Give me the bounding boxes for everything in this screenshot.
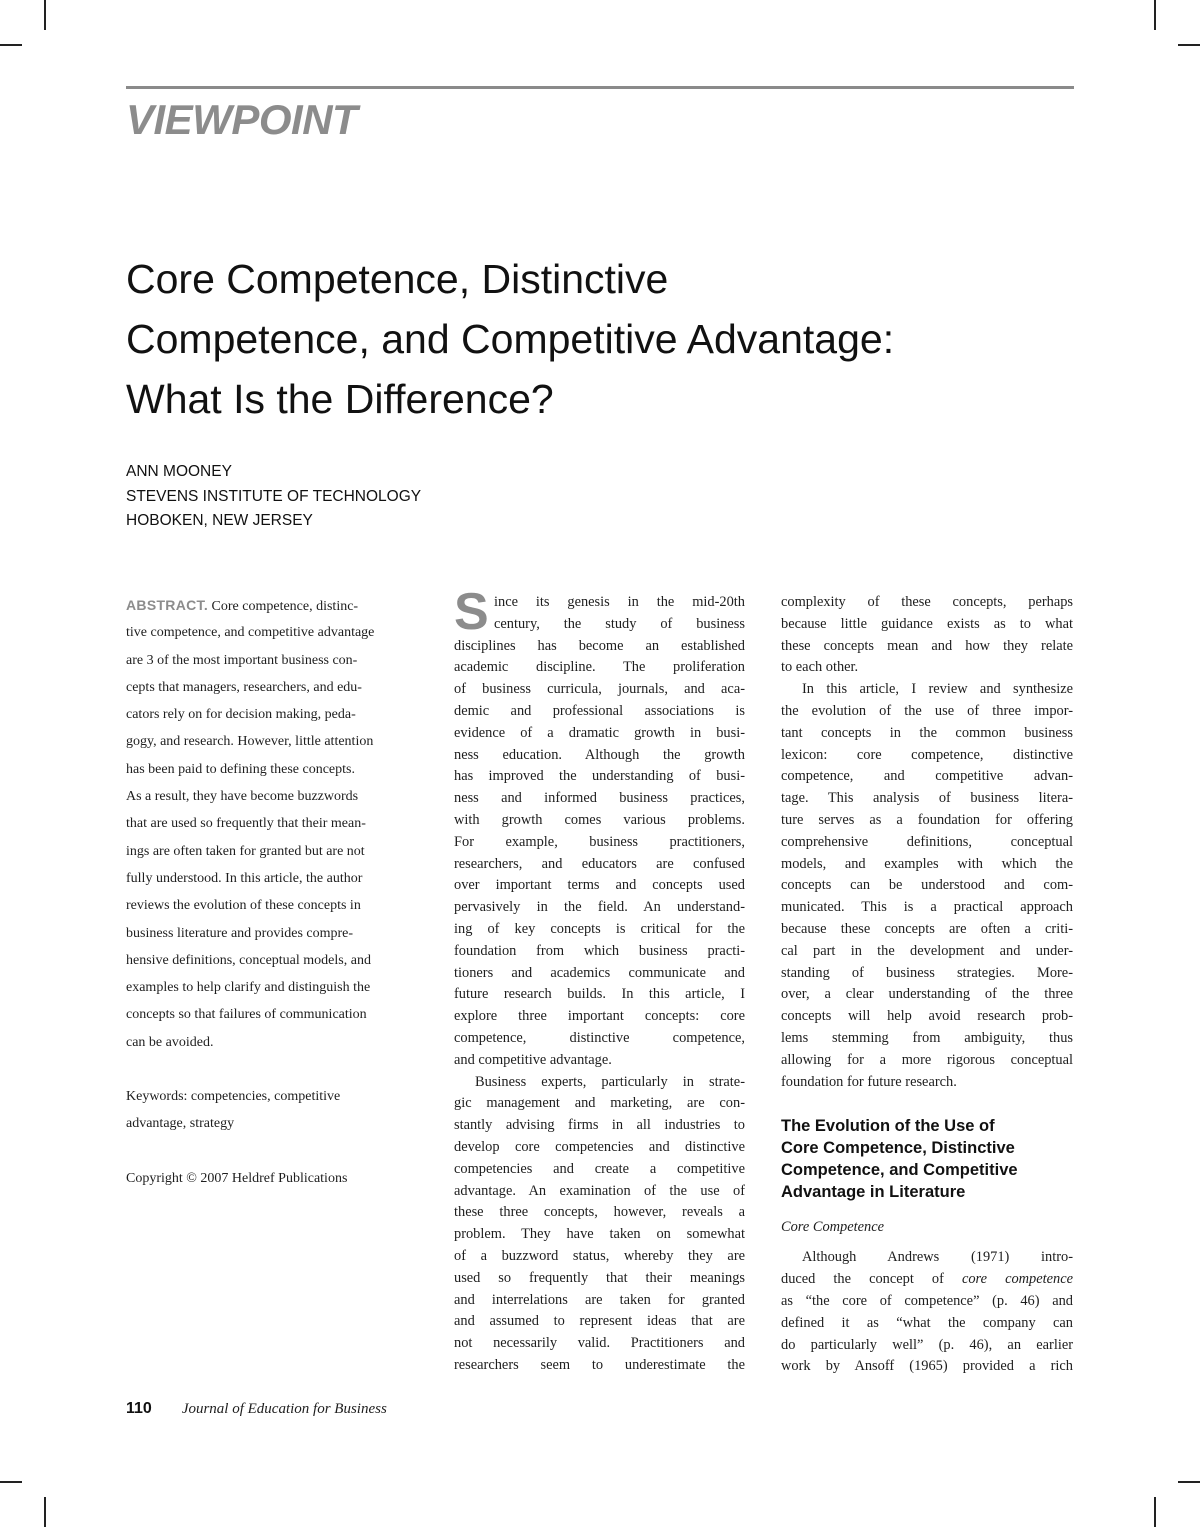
crop-mark (1178, 44, 1200, 46)
body-line: evidence of a dramatic growth in busi- (454, 724, 745, 741)
abstract-line: fully understood. In this article, the author (126, 870, 363, 886)
body-line: these concepts mean and how they relate (781, 637, 1073, 654)
body-line: because these concepts are often a criti- (781, 920, 1073, 937)
body-line: ness and informed business practices, (454, 790, 745, 807)
body-line: not necessarily valid. Practitioners and (454, 1335, 745, 1352)
keywords-line: advantage, strategy (126, 1116, 235, 1132)
abstract-line: that are used so frequently that their mean- (126, 816, 366, 832)
body-line: century, the study of business (494, 615, 745, 632)
author-name: ANN MOONEY (126, 463, 232, 480)
body-line: researchers seem to underestimate the (454, 1356, 745, 1373)
body-line: the evolution of the use of three impor- (781, 702, 1073, 719)
author-byline (126, 460, 421, 534)
abstract-line: has been paid to defining these concepts. (126, 761, 355, 777)
body-line: cal part in the development and under- (781, 942, 1073, 959)
abstract-line: business literature and provides compre- (126, 925, 354, 941)
abstract-line: ings are often taken for granted but are not (126, 843, 365, 859)
body-line: pervasively in the field. An understand- (454, 899, 745, 916)
body-line: ince its genesis in the mid-20th (494, 594, 745, 610)
abstract-column (126, 592, 418, 1192)
body-line: municated. This is a practical approach (781, 899, 1073, 916)
crop-mark (0, 1481, 22, 1483)
body-column-middle (454, 592, 745, 1377)
body-line: problem. They have taken on somewhat (454, 1226, 745, 1243)
title-line: Core Competence, Distinctive (126, 256, 669, 302)
author-affiliation: STEVENS INSTITUTE OF TECHNOLOGY (126, 487, 422, 505)
abstract-line: are 3 of the most important business con- (126, 652, 358, 668)
body-line: For example, business practitioners, (454, 833, 745, 850)
body-line: ture serves as a foundation for offering (781, 811, 1073, 828)
drop-cap: S (454, 583, 489, 641)
abstract-line: tive competence, and competitive advantage (126, 625, 375, 641)
keywords-line: Keywords: competencies, competitive (126, 1089, 341, 1105)
abstract-line: can be avoided. (126, 1034, 214, 1050)
body-line: used so frequently that their meanings (454, 1269, 745, 1286)
header-rule (126, 86, 1074, 89)
subsection-heading: Core Competence (781, 1219, 884, 1236)
abstract-line: reviews the evolution of these concepts in (126, 898, 361, 914)
body-line: foundation from which business practi- (454, 942, 745, 959)
body-line: over, a clear understanding of the three (781, 986, 1073, 1003)
emphasized-term: core competence (961, 1271, 1073, 1288)
body-line: gic management and marketing, are con- (454, 1095, 745, 1112)
crop-mark (1154, 0, 1156, 30)
body-line: and competitive advantage. (454, 1051, 612, 1068)
crop-mark (44, 1497, 46, 1527)
body-line: of business curricula, journals, and aca- (454, 681, 745, 698)
body-line: future research builds. In this article, I (454, 986, 745, 1003)
body-line: Business experts, particularly in strate- (475, 1073, 745, 1090)
section-heading-line: Advantage in Literature (781, 1183, 966, 1202)
body-line: ing of key concepts is critical for the (454, 920, 745, 937)
body-text: duced the concept of (781, 1271, 962, 1288)
body-line: of a buzzword status, whereby they are (454, 1247, 745, 1264)
body-line: these three concepts, however, reveals a (454, 1204, 745, 1221)
section-heading-line: Core Competence, Distinctive (781, 1139, 1015, 1158)
body-line: comprehensive definitions, conceptual (781, 833, 1073, 850)
abstract-line: gogy, and research. However, little attention (126, 734, 374, 750)
section-label: VIEWPOINT (126, 96, 358, 143)
body-line: tage. This analysis of business litera- (781, 790, 1073, 807)
abstract-line: As a result, they have become buzzwords (126, 789, 359, 805)
copyright-notice: Copyright © 2007 Heldref Publications (126, 1170, 348, 1186)
section-heading-line: Competence, and Competitive (781, 1161, 1018, 1180)
body-line: and assumed to represent ideas that are (454, 1313, 745, 1330)
body-line: defined it as “what the company can (781, 1314, 1073, 1331)
abstract-line: concepts so that failures of communication (126, 1007, 367, 1023)
body-line: has improved the understanding of busi- (454, 768, 745, 785)
body-line: complexity of these concepts, perhaps (781, 594, 1073, 610)
body-line: In this article, I review and synthesize (802, 681, 1073, 698)
crop-mark (1154, 1497, 1156, 1527)
body-line: foundation for future research. (781, 1073, 957, 1090)
body-line: allowing for a more rigorous conceptual (781, 1051, 1073, 1068)
body-line: competencies and create a competitive (454, 1160, 745, 1177)
body-line: researchers, and educators are confused (454, 855, 745, 872)
section-heading-line: The Evolution of the Use of (781, 1117, 995, 1136)
body-line: and interrelations are taken for granted (454, 1291, 745, 1308)
body-line: over important terms and concepts used (454, 877, 745, 894)
body-line: develop core competencies and distinctive (454, 1138, 745, 1155)
body-line: ness education. Although the growth (454, 746, 745, 763)
section-heading (781, 1115, 1073, 1203)
body-line: competence, distinctive competence, (454, 1029, 745, 1046)
body-line: concepts will help avoid research prob- (781, 1008, 1073, 1025)
page-number: 110 (126, 1400, 152, 1417)
abstract-line: examples to help clarify and distinguish the (126, 980, 371, 996)
journal-name: Journal of Education for Business (181, 1401, 387, 1417)
body-line: lems stemming from ambiguity, thus (781, 1029, 1073, 1046)
body-line: stantly advising firms in all industries to (454, 1117, 745, 1134)
body-line: models, and examples with which the (781, 855, 1073, 872)
body-line: explore three important concepts: core (454, 1008, 745, 1025)
crop-mark (1178, 1481, 1200, 1483)
title-line: What Is the Difference? (126, 376, 554, 422)
body-line: with growth comes various problems. (454, 811, 745, 828)
abstract-heading: ABSTRACT. (126, 597, 209, 613)
article-title (126, 249, 1086, 429)
author-location: HOBOKEN, NEW JERSEY (126, 512, 313, 529)
body-line: tioners and academics communicate and (454, 964, 745, 981)
crop-mark (44, 0, 46, 30)
page-footer (126, 1400, 387, 1418)
body-line: competence, and competitive advan- (781, 768, 1073, 785)
body-line: concepts can be understood and com- (781, 877, 1073, 894)
body-line: to each other. (781, 659, 859, 676)
body-line: disciplines has become an established (454, 637, 745, 654)
body-line: standing of business strategies. More- (781, 964, 1073, 981)
abstract-line: hensive definitions, conceptual models, and (126, 952, 371, 968)
title-line: Competence, and Competitive Advantage: (126, 316, 895, 362)
body-line: because little guidance exists as to what (781, 615, 1073, 632)
body-line: do particularly well” (p. 46), an earlier (781, 1336, 1073, 1353)
abstract-line: cepts that managers, researchers, and edu- (126, 679, 362, 695)
body-line: Although Andrews (1971) intro- (802, 1249, 1073, 1266)
abstract-line: cators rely on for decision making, peda- (126, 707, 356, 723)
crop-mark (0, 44, 22, 46)
body-line (781, 1269, 1073, 1291)
abstract-line (126, 592, 418, 619)
body-column-right (781, 592, 1073, 1378)
abstract-text: Core competence, distinc- (211, 599, 359, 614)
body-line: advantage. An examination of the use of (454, 1182, 745, 1199)
body-line: demic and professional associations is (454, 702, 745, 719)
body-line: as “the core of competence” (p. 46) and (781, 1292, 1073, 1309)
body-line: work by Ansoff (1965) provided a rich (781, 1358, 1073, 1375)
body-line: academic discipline. The proliferation (454, 659, 745, 676)
body-line: tant concepts in the common business (781, 724, 1073, 741)
body-line: lexicon: core competence, distinctive (781, 746, 1073, 763)
